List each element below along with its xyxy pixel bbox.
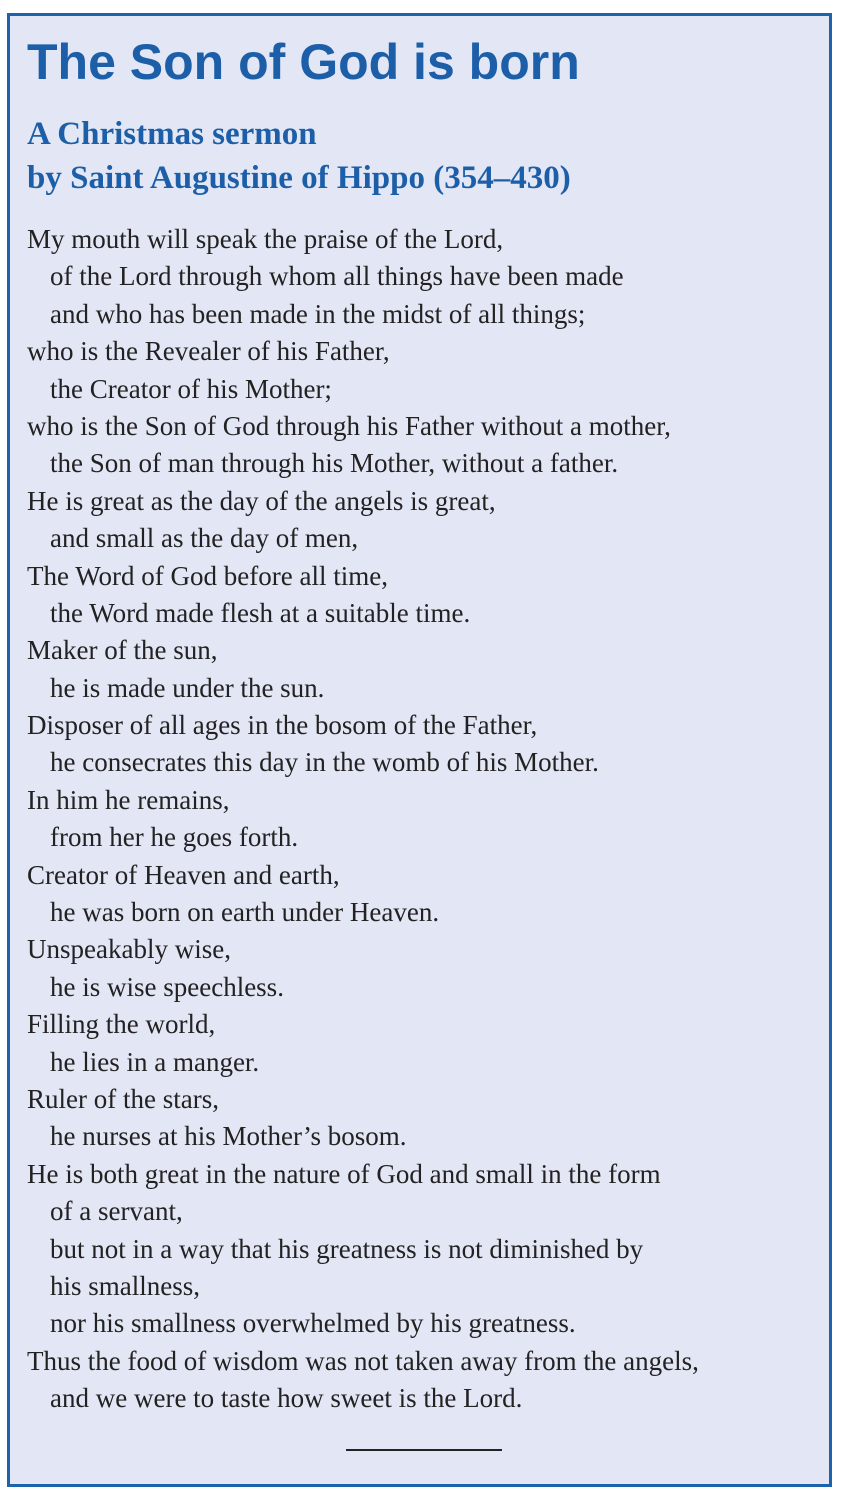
- sermon-line: and who has been made in the midst of all things;: [50, 298, 586, 329]
- sermon-line: Disposer of all ages in the bosom of the Father,: [27, 710, 538, 741]
- sermon-line: nor his smallness overwhelmed by his greatness.: [50, 1308, 576, 1339]
- sermon-line: the Creator of his Mother;: [50, 373, 332, 404]
- sermon-line: He is great as the day of the angels is great,: [27, 485, 496, 516]
- sermon-line: My mouth will speak the praise of the Lord,: [27, 224, 504, 254]
- sermon-line: Thus the food of wisdom was not taken away from the angels,: [27, 1345, 699, 1376]
- sermon-line: In him he remains,: [27, 784, 230, 815]
- sermon-line: he lies in a manger.: [50, 1046, 260, 1077]
- page-title: The Son of God is born: [27, 34, 580, 90]
- end-rule-divider: [346, 1449, 502, 1451]
- subtitle-line-1: A Christmas sermon: [27, 116, 317, 152]
- sermon-line: Maker of the sun,: [27, 635, 218, 666]
- sermon-line: He is both great in the nature of God and small in the form: [27, 1158, 661, 1189]
- sermon-line: he nurses at his Mother’s bosom.: [50, 1121, 407, 1152]
- sermon-line: the Son of man through his Mother, without a father.: [50, 448, 619, 479]
- sermon-line: The Word of God before all time,: [27, 560, 388, 591]
- sermon-line: and small as the day of men,: [50, 523, 359, 554]
- sermon-line: he consecrates this day in the womb of his Mother.: [50, 747, 599, 778]
- sermon-line: Filling the world,: [27, 1009, 216, 1040]
- sermon-line: he is made under the sun.: [50, 672, 325, 703]
- sermon-line: from her he goes forth.: [50, 822, 299, 853]
- sermon-line: his smallness,: [50, 1270, 201, 1301]
- sermon-line: he is wise speechless.: [50, 971, 284, 1002]
- sermon-line: and we were to taste how sweet is the Lord.: [50, 1383, 523, 1414]
- sermon-line: of the Lord through whom all things have been made: [50, 261, 624, 292]
- sermon-line: Ruler of the stars,: [27, 1083, 219, 1114]
- sermon-line: the Word made flesh at a suitable time.: [50, 597, 471, 628]
- sermon-text: [27, 221, 827, 1418]
- sermon-panel: [7, 13, 832, 1487]
- sermon-line: who is the Revealer of his Father,: [27, 336, 390, 367]
- sermon-line: but not in a way that his greatness is not diminished by: [50, 1233, 644, 1264]
- subtitle-line-2: by Saint Augustine of Hippo (354–430): [27, 160, 571, 196]
- sermon-line: Unspeakably wise,: [27, 934, 231, 965]
- sermon-line: who is the Son of God through his Father without a mother,: [27, 410, 671, 441]
- sermon-line: he was born on earth under Heaven.: [50, 897, 440, 928]
- sermon-line: of a servant,: [50, 1196, 183, 1227]
- sermon-line: Creator of Heaven and earth,: [27, 859, 340, 890]
